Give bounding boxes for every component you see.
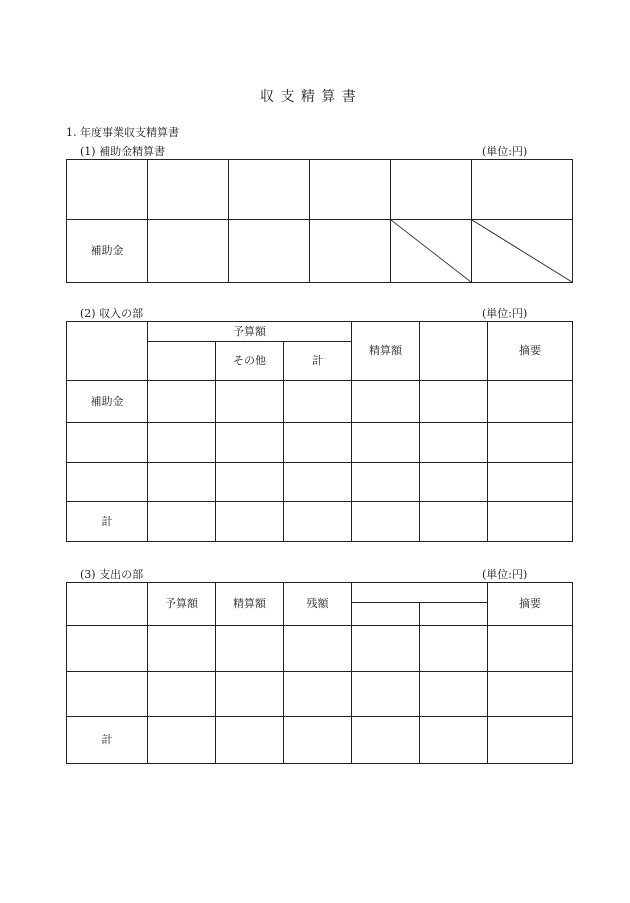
table-cell — [216, 672, 284, 717]
t1-header-advance-received — [391, 160, 472, 220]
t2-row-label — [67, 423, 148, 463]
table-cell — [488, 626, 573, 672]
income-table — [66, 321, 573, 542]
table-cell — [216, 381, 284, 423]
table-cell — [284, 672, 352, 717]
t3-header-class — [67, 583, 148, 626]
t3-unit: (単位:円) — [482, 568, 528, 581]
t3-header-unused — [352, 603, 420, 626]
table-cell — [420, 672, 488, 717]
table-cell — [352, 502, 420, 542]
table-cell — [420, 381, 488, 423]
table-cell — [284, 502, 352, 542]
table-cell — [284, 381, 352, 423]
t1-row-label: 補助金 — [67, 220, 148, 283]
t1-header-difference — [472, 160, 573, 220]
diagonal-cell — [391, 220, 472, 283]
t2-total-label: 計 — [67, 502, 148, 542]
t2-row-label — [67, 463, 148, 502]
t1-header-subsidy-decided — [148, 160, 229, 220]
t3-header-remaining: 残額 — [284, 583, 352, 626]
t3-heading: (3) 支出の部 — [80, 568, 144, 581]
t1-unit: (単位:円) — [482, 145, 528, 158]
diagonal-slash — [391, 220, 471, 282]
table-cell — [488, 672, 573, 717]
t3-total-label: 計 — [67, 717, 148, 764]
table-cell — [310, 220, 391, 283]
table-cell — [148, 502, 216, 542]
section-heading: 1. 年度事業収支精算書 — [66, 126, 179, 139]
table-cell — [216, 502, 284, 542]
diagonal-cell — [472, 220, 573, 283]
t2-header-settled: 精算額 — [352, 322, 420, 381]
table-cell — [488, 381, 573, 423]
table-cell — [352, 463, 420, 502]
table-cell — [284, 463, 352, 502]
t2-heading: (2) 収入の部 — [80, 307, 144, 320]
t2-header-class — [67, 322, 148, 381]
table-cell — [420, 423, 488, 463]
expenditure-table — [66, 582, 573, 764]
table-cell — [420, 717, 488, 764]
t3-header-breakdown — [352, 583, 488, 603]
t1-header-project-total — [229, 160, 310, 220]
table-cell — [148, 423, 216, 463]
table-cell — [148, 717, 216, 764]
table-cell — [352, 672, 420, 717]
diagonal-slash — [472, 220, 572, 282]
table-cell — [148, 626, 216, 672]
table-cell — [216, 423, 284, 463]
t3-row-label — [67, 626, 148, 672]
t1-header-class — [67, 160, 148, 220]
t1-header-settled-subsidy — [310, 160, 391, 220]
table-cell — [148, 220, 229, 283]
t3-header-budget: 予算額 — [148, 583, 216, 626]
table-cell — [420, 502, 488, 542]
table-cell — [148, 463, 216, 502]
table-cell — [216, 463, 284, 502]
table-cell — [148, 381, 216, 423]
table-cell — [352, 717, 420, 764]
t2-unit: (単位:円) — [482, 307, 528, 320]
table-cell — [352, 626, 420, 672]
t2-header-other: その他 — [216, 342, 284, 381]
t2-header-remarks: 摘要 — [488, 322, 573, 381]
table-cell — [216, 717, 284, 764]
table-cell — [488, 423, 573, 463]
table-cell — [352, 381, 420, 423]
t3-header-remarks: 摘要 — [488, 583, 573, 626]
table-cell — [284, 626, 352, 672]
subsidy-settlement-table — [66, 159, 573, 283]
table-cell — [488, 717, 573, 764]
table-cell — [420, 626, 488, 672]
table-cell — [216, 626, 284, 672]
table-cell — [148, 672, 216, 717]
t2-row-label: 補助金 — [67, 381, 148, 423]
t2-header-decided — [148, 342, 216, 381]
t2-header-total: 計 — [284, 342, 352, 381]
t3-row-label — [67, 672, 148, 717]
table-cell — [284, 423, 352, 463]
table-cell — [352, 423, 420, 463]
table-cell — [488, 463, 573, 502]
table-cell — [284, 717, 352, 764]
table-cell — [229, 220, 310, 283]
table-cell — [420, 463, 488, 502]
t3-header-settled: 精算額 — [216, 583, 284, 626]
t3-header-carryover — [420, 603, 488, 626]
t1-heading: (1) 補助金精算書 — [80, 145, 166, 158]
t2-header-difference — [420, 322, 488, 381]
table-cell — [488, 502, 573, 542]
page-title: 収 支 精 算 書 — [260, 89, 357, 105]
t2-header-budget: 予算額 — [148, 322, 352, 342]
